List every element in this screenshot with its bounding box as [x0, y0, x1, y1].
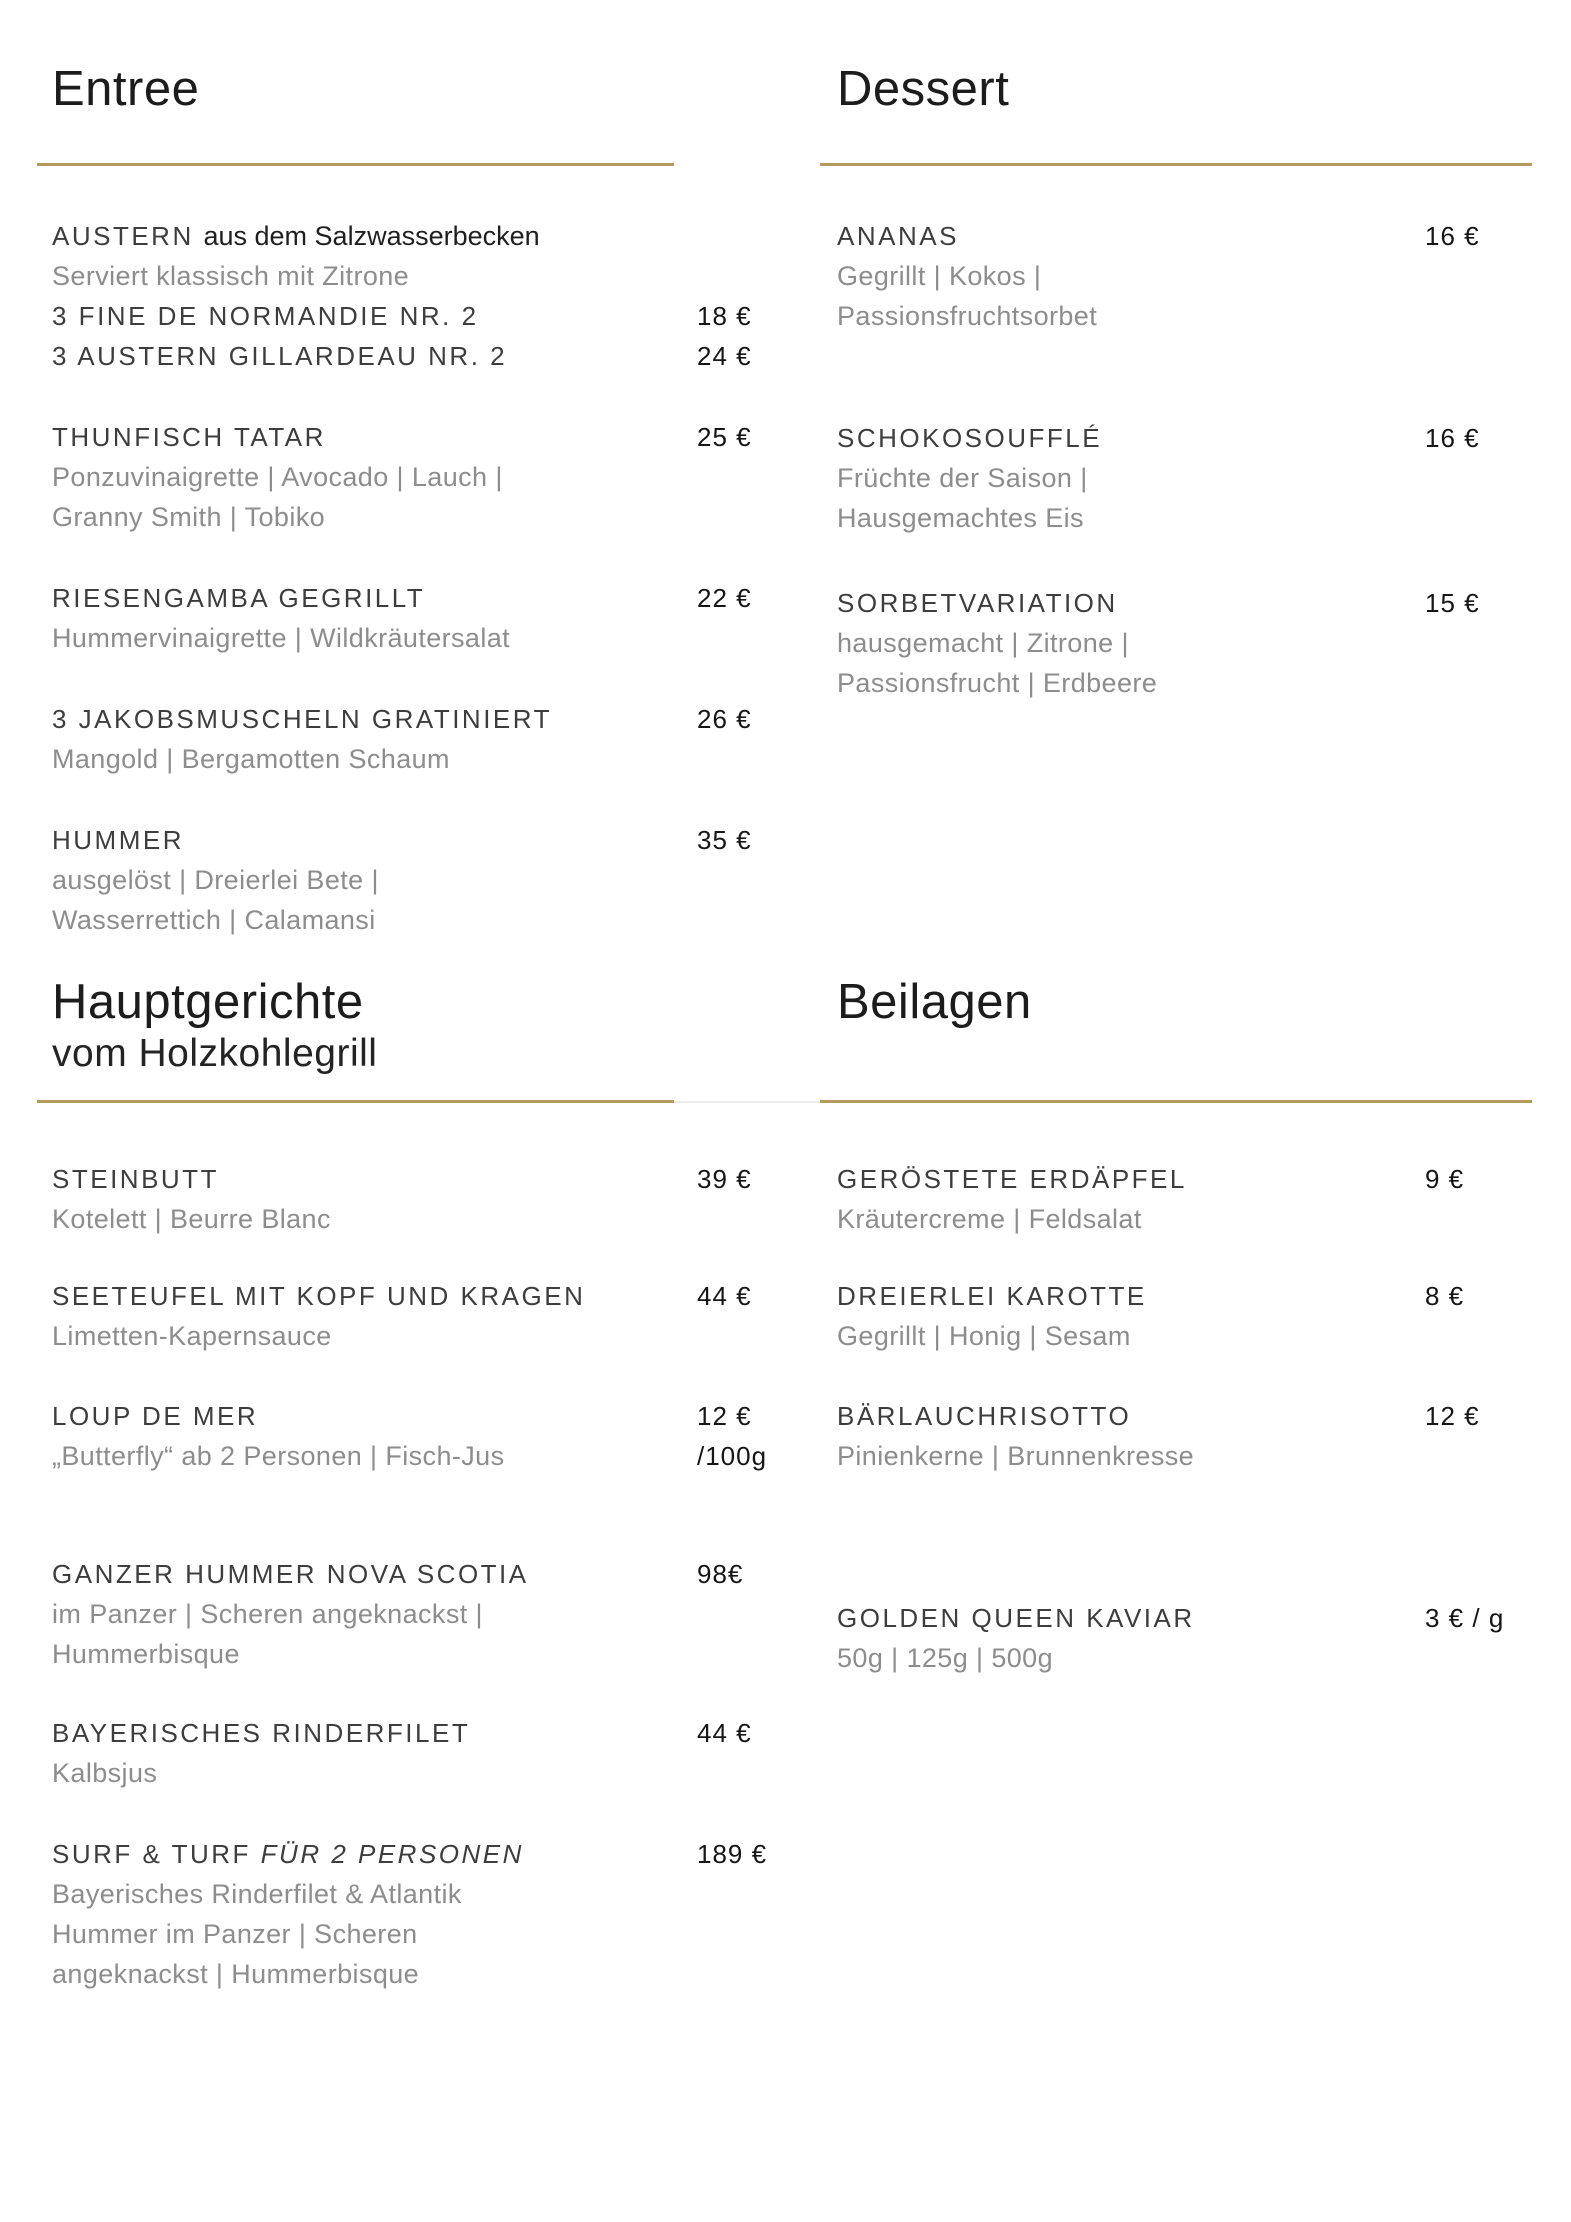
item-price-note: /100g	[697, 1441, 768, 1471]
item-name: SORBETVARIATION	[837, 588, 1118, 618]
item-desc-line: Früchte der Saison |	[837, 463, 1088, 493]
item-desc-line: Gegrillt | Honig | Sesam	[837, 1321, 1131, 1351]
item-price: 16 €	[1425, 423, 1480, 453]
item-price: 3 € / g	[1425, 1603, 1505, 1633]
item-price: 35 €	[697, 825, 752, 855]
menu-item-dreierlei-karotte	[837, 1276, 1571, 1356]
menu-item-main	[52, 1834, 697, 1994]
item-price: 25 €	[697, 422, 752, 452]
item-name-italic: FÜR 2 PERSONEN	[260, 1839, 524, 1869]
item-price: 44 €	[697, 1281, 752, 1311]
item-desc-line: im Panzer | Scheren angeknackst |	[52, 1599, 483, 1629]
item-name	[52, 1834, 697, 1874]
menu-item-main	[52, 1159, 697, 1239]
menu-item-seeteufel	[52, 1276, 780, 1356]
item-name: ANANAS	[837, 221, 959, 251]
section-title: Beilagen	[837, 975, 1032, 1029]
item-price: 16 €	[1425, 221, 1480, 251]
menu-item-austern	[52, 216, 780, 376]
item-desc-line: Pinienkerne | Brunnenkresse	[837, 1441, 1195, 1471]
menu-item-hummer	[52, 820, 780, 940]
item-desc-line: Kräutercreme | Feldsalat	[837, 1204, 1142, 1234]
section-dessert-header	[837, 62, 1571, 163]
menu-item-golden-queen-kaviar	[837, 1598, 1571, 1678]
menu-item-thunfisch-tatar	[52, 417, 780, 537]
item-price: 15 €	[1425, 588, 1480, 618]
section-beilagen	[837, 975, 1571, 1994]
item-desc-line: Serviert klassisch mit Zitrone	[52, 261, 410, 291]
variant-price: 24 €	[697, 341, 752, 371]
menu-item-main	[52, 1276, 697, 1356]
menu-item-main	[52, 578, 697, 658]
variant-row	[52, 296, 752, 336]
menu-item-main	[52, 1396, 697, 1476]
item-price: 189 €	[697, 1839, 768, 1869]
item-name-note: aus dem Salzwasserbecken	[203, 221, 540, 251]
item-name: GOLDEN QUEEN KAVIAR	[837, 1603, 1195, 1633]
item-name: 3 JAKOBSMUSCHELN GRATINIERT	[52, 704, 552, 734]
menu-item-ananas	[837, 216, 1571, 336]
section-title: Hauptgerichte	[52, 975, 364, 1029]
menu-item-sorbetvariation	[837, 583, 1571, 703]
item-name: SEETEUFEL MIT KOPF UND KRAGEN	[52, 1281, 586, 1311]
item-name: HUMMER	[52, 825, 184, 855]
item-name-text: AUSTERN	[52, 221, 194, 251]
section-hauptgerichte-header	[52, 975, 780, 1100]
item-price: 98€	[697, 1559, 744, 1589]
menu-item-main	[837, 1276, 1425, 1356]
item-desc-line: Gegrillt | Kokos |	[837, 261, 1042, 291]
section-title: Dessert	[837, 62, 1010, 116]
variant-row	[52, 336, 752, 376]
item-name	[52, 216, 697, 256]
menu-item-jakobsmuscheln	[52, 699, 780, 779]
menu-item-rinderfilet	[52, 1713, 780, 1793]
section-beilagen-header	[837, 975, 1571, 1100]
item-desc-line: Bayerisches Rinderfilet & Atlantik	[52, 1879, 462, 1909]
item-desc-line: Granny Smith | Tobiko	[52, 502, 326, 532]
item-desc-line: Passionsfruchtsorbet	[837, 301, 1098, 331]
menu-item-main	[52, 417, 697, 537]
menu-item-main	[837, 1159, 1425, 1239]
section-rule	[37, 1100, 674, 1103]
item-desc-line: Passionsfrucht | Erdbeere	[837, 668, 1158, 698]
item-price: 12 €	[697, 1401, 752, 1431]
item-price: 22 €	[697, 583, 752, 613]
item-name: GERÖSTETE ERDÄPFEL	[837, 1164, 1187, 1194]
menu-item-main	[837, 1598, 1425, 1678]
menu-item-main	[837, 583, 1425, 703]
item-desc-line: „Butterfly“ ab 2 Personen | Fisch-Jus	[52, 1441, 505, 1471]
menu-item-riesengamba	[52, 578, 780, 658]
item-desc-line: Hausgemachtes Eis	[837, 503, 1084, 533]
item-name: GANZER HUMMER NOVA SCOTIA	[52, 1559, 529, 1589]
item-name: RIESENGAMBA GEGRILLT	[52, 583, 426, 613]
menu-item-main	[52, 1713, 697, 1793]
item-name: BAYERISCHES RINDERFILET	[52, 1718, 471, 1748]
variant-price: 18 €	[697, 301, 752, 331]
item-desc-line: angeknackst | Hummerbisque	[52, 1959, 420, 1989]
menu-item-main	[837, 418, 1425, 538]
item-name: DREIERLEI KAROTTE	[837, 1281, 1147, 1311]
item-name: SCHOKOSOUFFLÉ	[837, 423, 1103, 453]
item-desc-line: Ponzuvinaigrette | Avocado | Lauch |	[52, 462, 503, 492]
item-name: LOUP DE MER	[52, 1401, 259, 1431]
item-desc-line: ausgelöst | Dreierlei Bete |	[52, 865, 379, 895]
section-rule	[820, 163, 1532, 166]
item-desc-line: Hummer im Panzer | Scheren	[52, 1919, 418, 1949]
item-desc-line: Mangold | Bergamotten Schaum	[52, 744, 450, 774]
item-desc-line: Limetten-Kapernsauce	[52, 1321, 332, 1351]
item-name: STEINBUTT	[52, 1164, 219, 1194]
item-name-text: SURF & TURF	[52, 1839, 251, 1869]
menu-item-main	[52, 1554, 697, 1674]
item-desc-line: 50g | 125g | 500g	[837, 1643, 1054, 1673]
item-desc-line: Hummerbisque	[52, 1639, 240, 1669]
menu-item-surf-turf	[52, 1834, 780, 1994]
item-price: 8 €	[1425, 1281, 1465, 1311]
menu-item-eroestete-erdaepfel	[837, 1159, 1571, 1239]
menu-item-schokosouffle	[837, 418, 1571, 538]
item-price: 44 €	[697, 1718, 752, 1748]
menu-item-main	[837, 1396, 1425, 1476]
section-subtitle: vom Holzkohlegrill	[52, 1032, 378, 1075]
section-entree	[52, 62, 780, 940]
item-name: BÄRLAUCHRISOTTO	[837, 1401, 1132, 1431]
item-price-block	[697, 1396, 767, 1476]
item-price: 39 €	[697, 1164, 752, 1194]
section-hauptgerichte	[52, 975, 780, 1994]
section-title: Entree	[52, 62, 200, 116]
item-price: 26 €	[697, 704, 752, 734]
section-entree-header	[52, 62, 780, 163]
item-desc-line: hausgemacht | Zitrone |	[837, 628, 1129, 658]
menu-item-main	[52, 216, 752, 376]
item-price: 12 €	[1425, 1401, 1480, 1431]
menu-item-baerlauchrisotto	[837, 1396, 1571, 1476]
item-name: THUNFISCH TATAR	[52, 422, 326, 452]
item-desc-line: Hummervinaigrette | Wildkräutersalat	[52, 623, 511, 653]
item-desc-line: Wasserrettich | Calamansi	[52, 905, 376, 935]
menu-item-main	[837, 216, 1425, 336]
menu-item-main	[52, 820, 697, 940]
variant-label: 3 FINE DE NORMANDIE NR. 2	[52, 301, 479, 331]
item-desc-line: Kotelett | Beurre Blanc	[52, 1204, 331, 1234]
item-desc-line: Kalbsjus	[52, 1758, 158, 1788]
variant-label: 3 AUSTERN GILLARDEAU NR. 2	[52, 341, 508, 371]
item-price: 9 €	[1425, 1164, 1465, 1194]
section-dessert	[837, 62, 1571, 940]
section-rule	[37, 163, 674, 166]
menu-item-steinbutt	[52, 1159, 780, 1239]
menu-item-main	[52, 699, 697, 779]
menu-item-ganzer-hummer	[52, 1554, 780, 1674]
section-rule	[820, 1100, 1532, 1103]
menu-item-loup-de-mer	[52, 1396, 780, 1476]
